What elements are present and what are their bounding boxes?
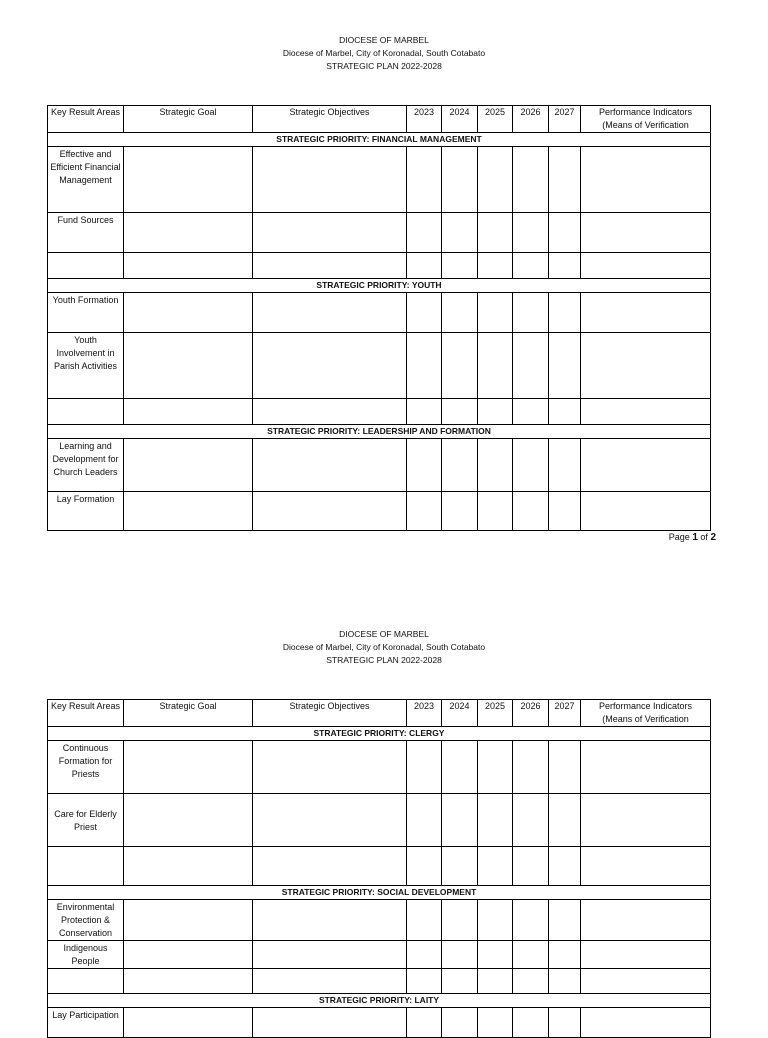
table-row [48,399,711,425]
empty-cell [478,333,513,399]
empty-cell [253,794,407,847]
empty-cell [513,794,549,847]
empty-cell [513,941,549,969]
empty-cell [407,399,442,425]
empty-cell [581,969,711,994]
table-row [48,741,711,794]
empty-cell [442,333,478,399]
column-header: 2024 [442,106,478,133]
empty-cell [442,794,478,847]
empty-cell [513,1008,549,1038]
empty-cell [549,941,581,969]
empty-cell [407,900,442,941]
empty-cell [124,969,253,994]
column-header: Key Result Areas [48,700,124,727]
table-row [48,900,711,941]
empty-cell [549,900,581,941]
empty-cell [442,741,478,794]
empty-cell [549,213,581,253]
empty-cell [253,399,407,425]
empty-cell [407,1008,442,1038]
empty-cell [442,492,478,531]
empty-cell [407,293,442,333]
key-result-area: Effective and Efficient Financial Management [48,147,124,213]
header-title: DIOCESE OF MARBEL [339,629,429,639]
empty-cell [581,213,711,253]
empty-cell [407,253,442,279]
empty-cell [253,147,407,213]
empty-cell [549,293,581,333]
empty-cell [407,333,442,399]
empty-cell [581,741,711,794]
column-header: Strategic Objectives [253,700,407,727]
empty-cell [124,941,253,969]
empty-cell [253,293,407,333]
empty-cell [581,399,711,425]
empty-cell [407,492,442,531]
document-header [0,628,768,667]
header-title: DIOCESE OF MARBEL [339,35,429,45]
empty-cell [478,900,513,941]
key-result-area: Environmental Protection & Conservation [48,900,124,941]
table-row [48,253,711,279]
empty-cell [549,492,581,531]
table-row [48,213,711,253]
empty-cell [581,439,711,492]
column-header: Performance Indicators (Means of Verification [581,106,711,133]
empty-cell [407,847,442,886]
empty-cell [581,847,711,886]
table-row [48,147,711,213]
table-header-row [48,700,711,727]
empty-cell [407,147,442,213]
empty-cell [581,900,711,941]
key-result-area: Fund Sources [48,213,124,253]
key-result-area: Indigenous People [48,941,124,969]
table-row [48,492,711,531]
empty-cell [478,213,513,253]
empty-cell [442,969,478,994]
key-result-area: Lay Participation [48,1008,124,1038]
column-header: 2023 [407,700,442,727]
empty-cell [124,147,253,213]
empty-cell [442,399,478,425]
empty-cell [478,492,513,531]
table-row [48,439,711,492]
column-header: 2023 [407,106,442,133]
column-header: 2027 [549,106,581,133]
column-header: 2025 [478,106,513,133]
empty-cell [513,741,549,794]
empty-cell [124,293,253,333]
empty-cell [442,900,478,941]
header-subtitle: Diocese of Marbel, City of Koronadal, South Cotabato [282,642,486,652]
priority-heading: STRATEGIC PRIORITY: YOUTH [48,279,711,293]
priority-heading: STRATEGIC PRIORITY: SOCIAL DEVELOPMENT [48,886,711,900]
empty-cell [549,147,581,213]
key-result-area [48,253,124,279]
table-header-row [48,106,711,133]
empty-cell [253,333,407,399]
empty-cell [442,253,478,279]
column-header: 2026 [513,700,549,727]
priority-heading: STRATEGIC PRIORITY: CLERGY [48,727,711,741]
table-row [48,333,711,399]
empty-cell [513,439,549,492]
empty-cell [442,439,478,492]
empty-cell [549,253,581,279]
empty-cell [581,941,711,969]
empty-cell [124,439,253,492]
empty-cell [253,900,407,941]
empty-cell [581,492,711,531]
empty-cell [442,147,478,213]
empty-cell [513,333,549,399]
empty-cell [581,794,711,847]
empty-cell [581,147,711,213]
empty-cell [253,1008,407,1038]
empty-cell [442,213,478,253]
key-result-area [48,399,124,425]
empty-cell [478,794,513,847]
empty-cell [478,147,513,213]
empty-cell [124,1008,253,1038]
empty-cell [442,847,478,886]
empty-cell [253,213,407,253]
header-subtitle: Diocese of Marbel, City of Koronadal, South Cotabato [282,48,486,58]
empty-cell [478,847,513,886]
empty-cell [124,741,253,794]
empty-cell [124,847,253,886]
table-row [48,1008,711,1038]
empty-cell [124,900,253,941]
empty-cell [549,847,581,886]
empty-cell [478,969,513,994]
key-result-area: Care for Elderly Priest [48,794,124,847]
strategic-plan-table [47,699,711,1038]
table-row [48,969,711,994]
key-result-area: Continuous Formation for Priests [48,741,124,794]
empty-cell [581,333,711,399]
empty-cell [549,969,581,994]
empty-cell [549,741,581,794]
empty-cell [407,213,442,253]
column-header: 2026 [513,106,549,133]
column-header: 2024 [442,700,478,727]
empty-cell [124,794,253,847]
empty-cell [253,492,407,531]
table-row [48,293,711,333]
empty-cell [513,147,549,213]
empty-cell [124,399,253,425]
empty-cell [513,492,549,531]
key-result-area [48,969,124,994]
empty-cell [549,439,581,492]
key-result-area [48,847,124,886]
empty-cell [478,439,513,492]
empty-cell [478,293,513,333]
empty-cell [124,213,253,253]
column-header: Performance Indicators (Means of Verification [581,700,711,727]
table-row [48,794,711,847]
column-header: 2025 [478,700,513,727]
empty-cell [124,333,253,399]
strategic-plan-table [47,105,711,531]
header-plan: STRATEGIC PLAN 2022-2028 [326,655,442,665]
empty-cell [253,253,407,279]
empty-cell [407,741,442,794]
empty-cell [581,1008,711,1038]
column-header: Key Result Areas [48,106,124,133]
empty-cell [442,293,478,333]
key-result-area: Youth Involvement in Parish Activities [48,333,124,399]
empty-cell [253,847,407,886]
header-plan: STRATEGIC PLAN 2022-2028 [326,61,442,71]
priority-heading: STRATEGIC PRIORITY: LEADERSHIP AND FORMATION [48,425,711,439]
empty-cell [253,741,407,794]
table-row [48,847,711,886]
empty-cell [549,794,581,847]
column-header: Strategic Goal [124,700,253,727]
page-number: Page 1 of 2 [668,532,716,543]
empty-cell [407,941,442,969]
empty-cell [124,253,253,279]
empty-cell [442,1008,478,1038]
key-result-area: Lay Formation [48,492,124,531]
empty-cell [549,399,581,425]
empty-cell [478,1008,513,1038]
empty-cell [478,253,513,279]
table-row [48,941,711,969]
empty-cell [513,213,549,253]
empty-cell [253,941,407,969]
column-header: Strategic Goal [124,106,253,133]
empty-cell [549,1008,581,1038]
column-header: Strategic Objectives [253,106,407,133]
empty-cell [442,941,478,969]
empty-cell [513,847,549,886]
empty-cell [253,439,407,492]
empty-cell [513,293,549,333]
column-header: 2027 [549,700,581,727]
priority-heading: STRATEGIC PRIORITY: LAITY [48,994,711,1008]
empty-cell [478,399,513,425]
empty-cell [478,741,513,794]
empty-cell [253,969,407,994]
empty-cell [513,399,549,425]
empty-cell [124,492,253,531]
key-result-area: Youth Formation [48,293,124,333]
empty-cell [581,253,711,279]
empty-cell [513,253,549,279]
priority-heading: STRATEGIC PRIORITY: FINANCIAL MANAGEMENT [48,133,711,147]
document-header [0,34,768,73]
empty-cell [407,969,442,994]
empty-cell [407,794,442,847]
empty-cell [478,941,513,969]
key-result-area: Learning and Development for Church Leaders [48,439,124,492]
empty-cell [407,439,442,492]
empty-cell [513,900,549,941]
empty-cell [581,293,711,333]
empty-cell [549,333,581,399]
empty-cell [513,969,549,994]
